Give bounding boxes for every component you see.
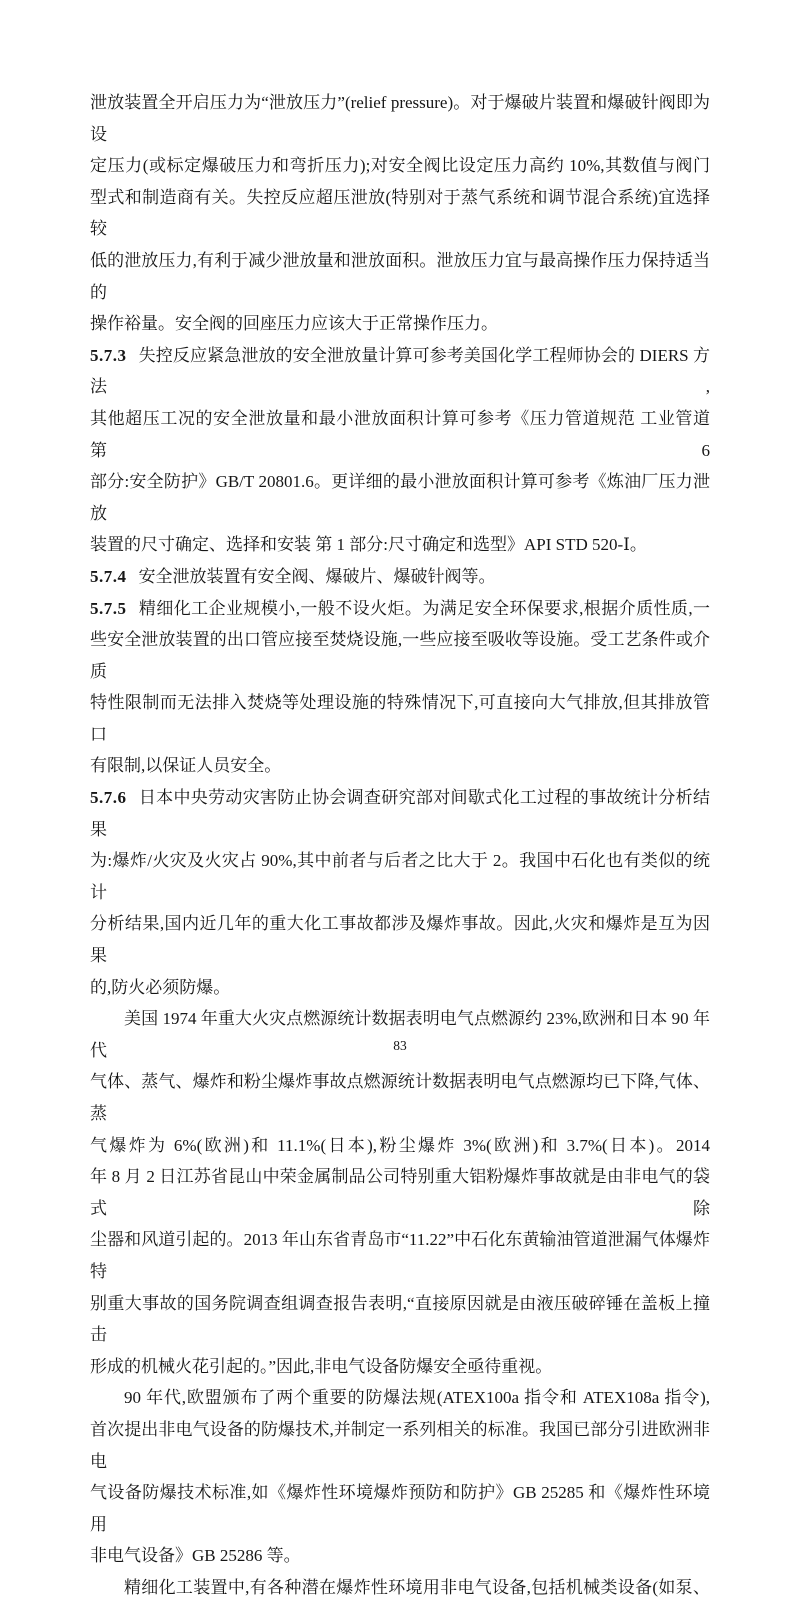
text-line: 首次提出非电气设备的防爆技术,并制定一系列相关的标准。我国已部分引进欧洲非电: [90, 1419, 710, 1471]
text-line: 其他超压工况的安全泄放量和最小泄放面积计算可参考《压力管道规范 工业管道 第 6: [90, 408, 710, 460]
text-line: 型式和制造商有关。失控反应超压泄放(特别对于蒸气系统和调节混合系统)宜选择较: [90, 187, 710, 239]
text-line: 为:爆炸/火灾及火灾占 90%,其中前者与后者之比大于 2。我国中石化也有类似的统计: [90, 851, 710, 902]
text-line: 气设备防爆技术标准,如《爆炸性环境爆炸预防和防护》GB 25285 和《爆炸性环境用: [90, 1483, 710, 1534]
text-line: 形成的机械火花引起的。”因此,非电气设备防爆安全亟待重视。: [90, 1356, 553, 1376]
document-body: [90, 87, 710, 1604]
text-line: 5.7.4 安全泄放装置有安全阀、爆破片、爆破针阀等。: [90, 566, 496, 586]
text-line: 特性限制而无法排入焚烧等处理设施的特殊情况下,可直接向大气排放,但其排放管口: [90, 693, 710, 744]
text-line: 别重大事故的国务院调查组调查报告表明,“直接原因就是由液压破碎锤在盖板上撞击: [90, 1293, 710, 1345]
text-line: 的,防火必须防爆。: [90, 977, 231, 997]
section-number: 5.7.5: [90, 598, 127, 618]
text-line: 尘器和风道引起的。2013 年山东省青岛市“11.22”中石化东黄输油管道泄漏气体爆炸特: [90, 1230, 710, 1281]
text-line: 部分:安全防护》GB/T 20801.6。更详细的最小泄放面积计算可参考《炼油厂压力泄放: [90, 472, 710, 523]
section-number: 5.7.4: [90, 566, 127, 586]
text-line: 气爆炸为 6%(欧洲)和 11.1%(日本),粉尘爆炸 3%(欧洲)和 3.7%(日本)。2014: [90, 1135, 710, 1155]
text-line: 有限制,以保证人员安全。: [90, 756, 282, 776]
text-line: 操作裕量。安全阀的回座压力应该大于正常操作压力。: [90, 314, 498, 334]
text-line: 气体、蒸气、爆炸和粉尘爆炸事故点燃源统计数据表明电气点燃源均已下降,气体、蒸: [90, 1072, 710, 1123]
text-line: 90 年代,欧盟颁布了两个重要的防爆法规(ATEX100a 指令和 ATEX108a 指令),: [124, 1388, 710, 1408]
text-line: 泄放装置全开启压力为“泄放压力”(relief pressure)。对于爆破片装置和爆破针阀即为设: [90, 93, 710, 144]
text-line: 美国 1974 年重大火灾点燃源统计数据表明电气点燃源约 23%,欧洲和日本 90 年代: [90, 1009, 710, 1060]
section-number: 5.7.3: [90, 345, 127, 365]
text-line: 5.7.3 失控反应紧急泄放的安全泄放量计算可参考美国化学工程师协会的 DIERS 方法,: [90, 345, 710, 397]
text-line: 年 8 月 2 日江苏省昆山中荣金属制品公司特别重大铝粉爆炸事故就是由非电气的袋式除: [90, 1167, 710, 1218]
text-line: 低的泄放压力,有利于减少泄放量和泄放面积。泄放压力宜与最高操作压力保持适当的: [90, 250, 710, 302]
text-line: 5.7.5 精细化工企业规模小,一般不设火炬。为满足安全环保要求,根据介质性质,一: [90, 598, 710, 618]
text-line: 非电气设备》GB 25286 等。: [90, 1546, 301, 1566]
text-line: 分析结果,国内近几年的重大化工事故都涉及爆炸事故。因此,火灾和爆炸是互为因果: [90, 914, 710, 966]
section-number: 5.7.6: [90, 788, 127, 808]
page-number: 83: [393, 1038, 407, 1053]
text-line: 些安全泄放装置的出口管应接至焚烧设施,一些应接至吸收等设施。受工艺条件或介质: [90, 630, 710, 681]
text-line: 5.7.6 日本中央劳动灾害防止协会调查研究部对间歇式化工过程的事故统计分析结果: [90, 788, 710, 839]
text-line: 精细化工装置中,有各种潜在爆炸性环境用非电气设备,包括机械类设备(如泵、: [124, 1577, 710, 1597]
text-line: 装置的尺寸确定、选择和安装 第 1 部分:尺寸确定和选型》API STD 520-Ⅰ。: [90, 535, 647, 555]
text-line: 定压力(或标定爆破压力和弯折压力);对安全阀比设定压力高约 10%,其数值与阀门: [90, 156, 710, 176]
